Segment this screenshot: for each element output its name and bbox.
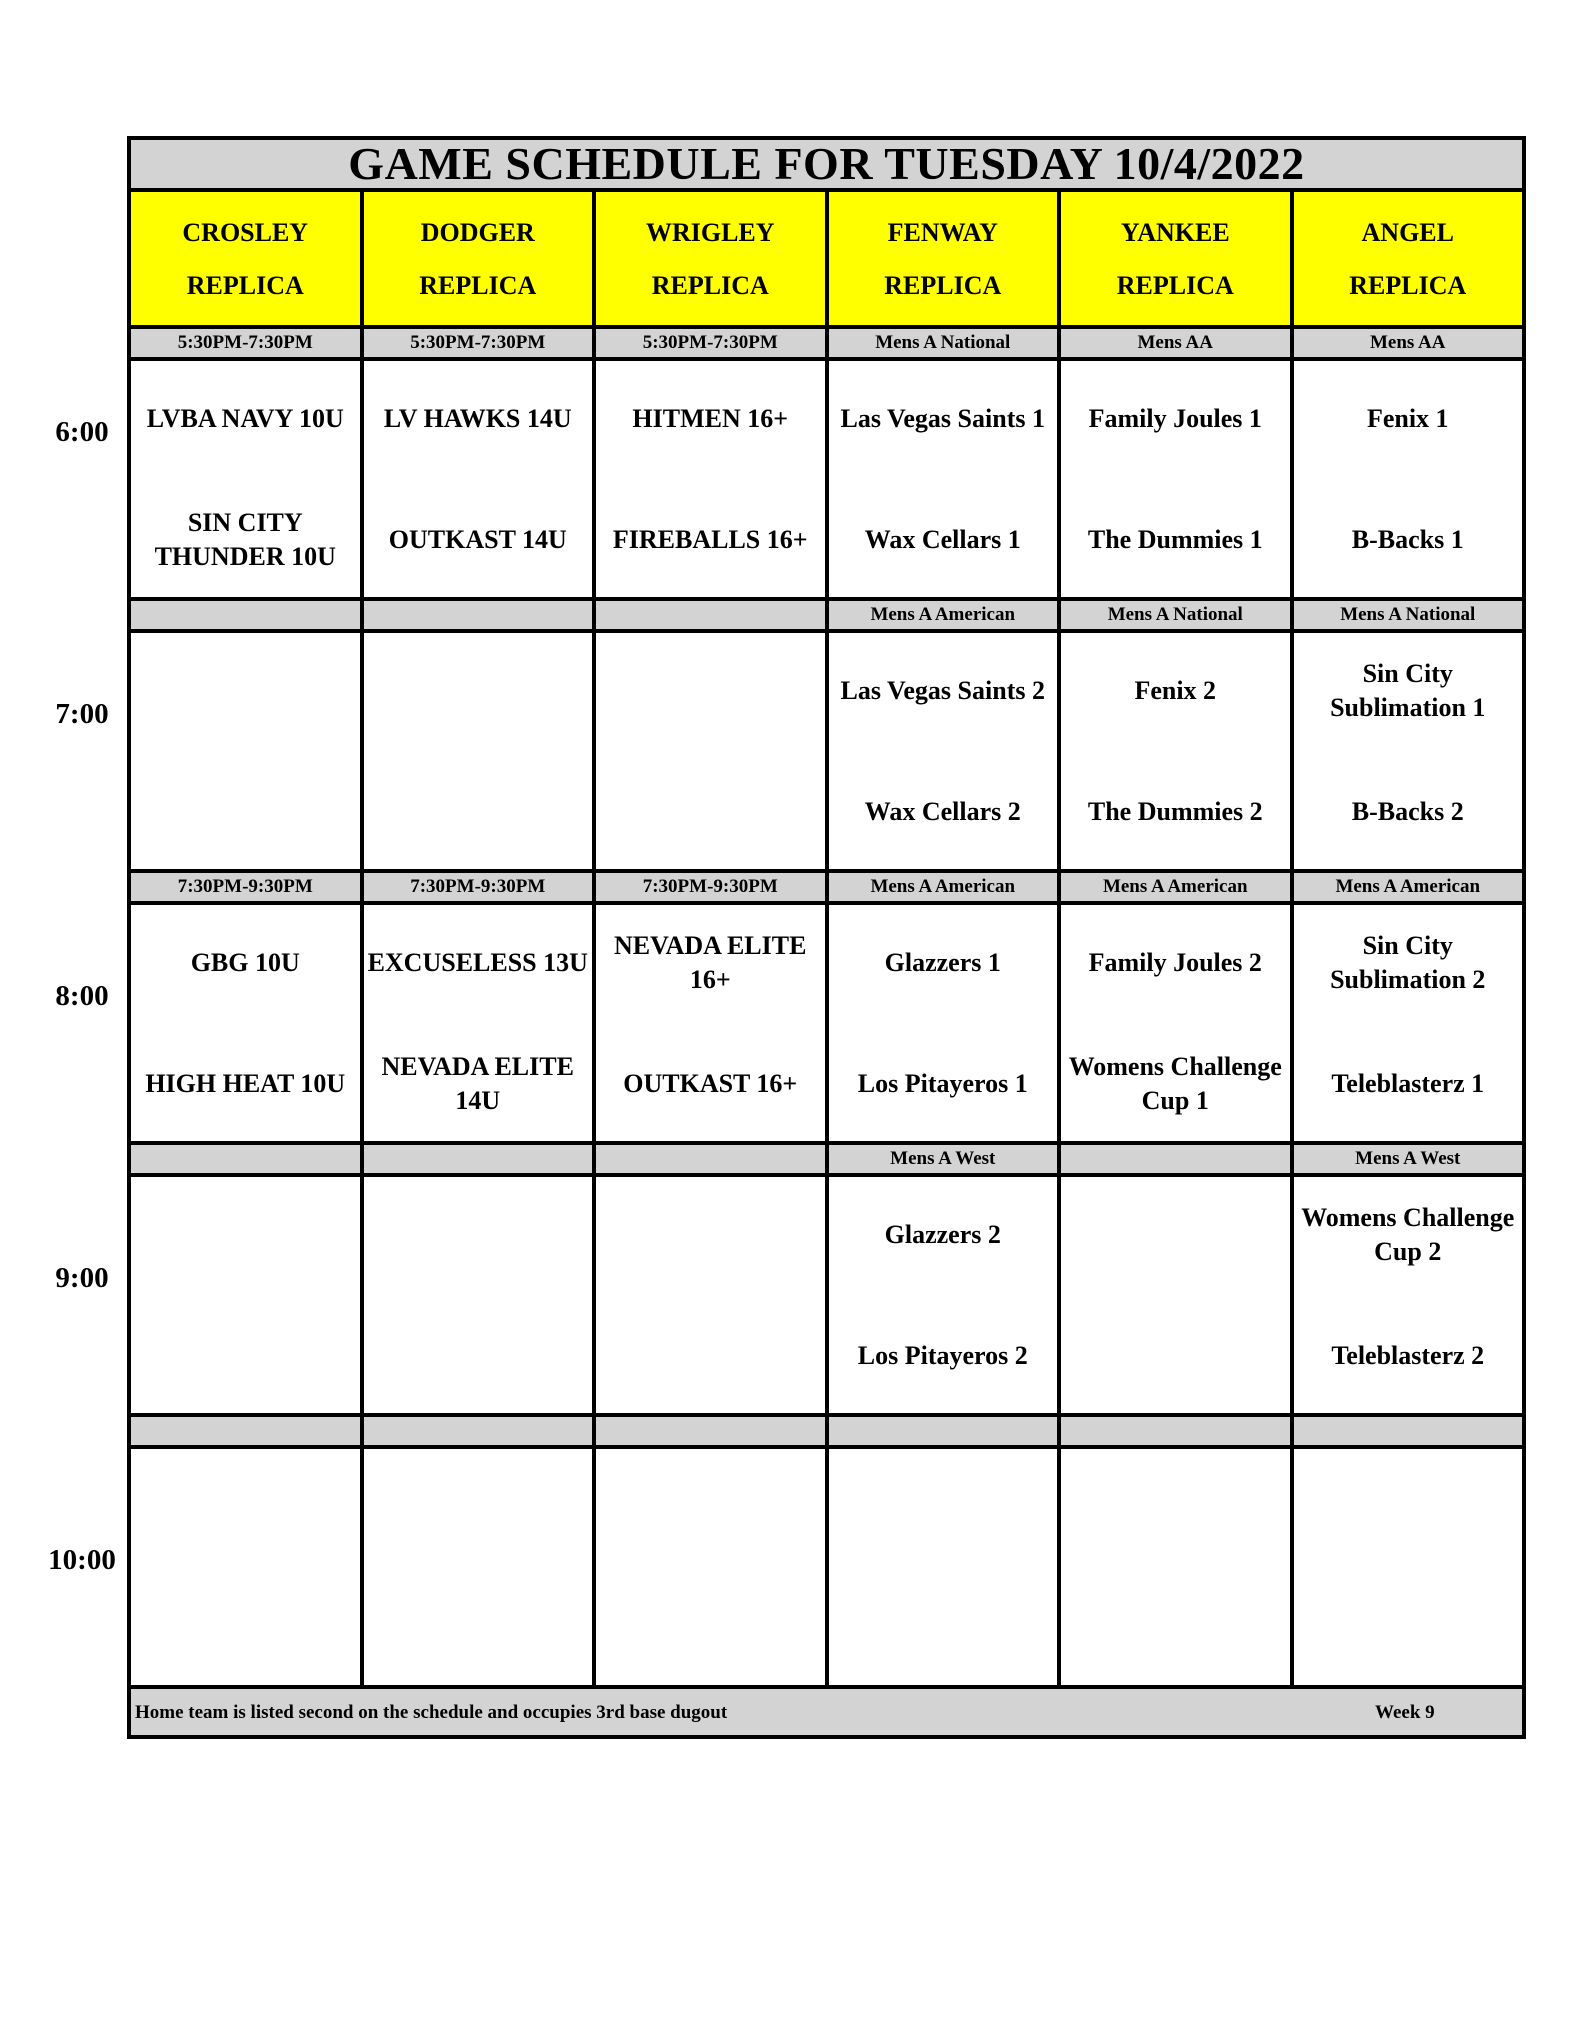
- field-name: CROSLEY: [182, 217, 309, 247]
- game-cell: [594, 631, 827, 871]
- game-cell: [827, 1447, 1060, 1687]
- away-team: Las Vegas Saints 1: [840, 404, 1045, 433]
- division-label: [594, 599, 827, 631]
- field-sub: REPLICA: [884, 270, 1002, 300]
- away-team: Fenix 1: [1366, 404, 1449, 433]
- game-row: [129, 1447, 1524, 1687]
- division-label: [129, 599, 362, 631]
- game-cell: [362, 1447, 595, 1687]
- time-label-10: 10:00: [48, 1544, 116, 1576]
- home-team: [1296, 1590, 1521, 1666]
- game-cell: [362, 359, 595, 599]
- home-team: [366, 1590, 591, 1666]
- field-name: ANGEL: [1361, 217, 1454, 247]
- division-label: [362, 599, 595, 631]
- field-name: FENWAY: [887, 217, 998, 247]
- schedule-table: [127, 136, 1526, 1739]
- home-team: SIN CITY THUNDER 10U: [154, 508, 336, 571]
- game-cell: [1292, 1447, 1525, 1687]
- division-label: Mens A West: [827, 1143, 1060, 1175]
- game-cell: [1059, 903, 1292, 1143]
- game-cell: [1059, 631, 1292, 871]
- away-team: EXCUSELESS 13U: [367, 948, 588, 977]
- home-team: Wax Cellars 1: [864, 525, 1021, 554]
- away-team: [831, 1469, 1056, 1545]
- game-cell: [594, 903, 827, 1143]
- away-team: [366, 1469, 591, 1545]
- division-label: [1059, 1143, 1292, 1175]
- home-team: [598, 1318, 823, 1394]
- home-team: NEVADA ELITE 14U: [381, 1052, 574, 1115]
- division-row: [129, 1415, 1524, 1447]
- division-label: [1292, 1415, 1525, 1447]
- game-cell: [1059, 1175, 1292, 1415]
- game-cell: [594, 1447, 827, 1687]
- division-label: [1059, 1415, 1292, 1447]
- division-label: Mens AA: [1292, 327, 1525, 359]
- division-label: [129, 1143, 362, 1175]
- division-label: 5:30PM-7:30PM: [594, 327, 827, 359]
- division-row: [129, 1143, 1524, 1175]
- game-cell: [594, 1175, 827, 1415]
- time-label-9: 9:00: [55, 1262, 109, 1294]
- division-label: Mens A National: [827, 327, 1060, 359]
- home-team: Teleblasterz 1: [1331, 1069, 1485, 1098]
- away-team: Family Joules 1: [1088, 404, 1262, 433]
- away-team: [598, 1469, 823, 1545]
- game-cell: [827, 359, 1060, 599]
- away-team: HITMEN 16+: [632, 404, 789, 433]
- field-sub: REPLICA: [651, 270, 769, 300]
- division-label: 5:30PM-7:30PM: [362, 327, 595, 359]
- home-team: Los Pitayeros 1: [857, 1069, 1028, 1098]
- home-team: [598, 774, 823, 850]
- game-cell: [129, 903, 362, 1143]
- division-label: Mens AA: [1059, 327, 1292, 359]
- division-row: [129, 327, 1524, 359]
- title-row: [129, 138, 1524, 190]
- time-label-8: 8:00: [55, 980, 109, 1012]
- game-cell: [594, 359, 827, 599]
- game-cell: [827, 1175, 1060, 1415]
- field-header-wrigley: [594, 190, 827, 327]
- division-label: [362, 1415, 595, 1447]
- division-label: 7:30PM-9:30PM: [362, 871, 595, 903]
- division-label: 7:30PM-9:30PM: [129, 871, 362, 903]
- away-team: [133, 1469, 358, 1545]
- division-label: [827, 1415, 1060, 1447]
- division-label: [594, 1415, 827, 1447]
- home-team: [133, 1590, 358, 1666]
- field-header-angel: [1292, 190, 1525, 327]
- division-label: Mens A National: [1059, 599, 1292, 631]
- away-team: Fenix 2: [1134, 676, 1217, 705]
- home-team: B-Backs 2: [1351, 797, 1464, 826]
- field-name: WRIGLEY: [645, 217, 775, 247]
- home-team: The Dummies 2: [1087, 797, 1263, 826]
- field-sub: REPLICA: [1349, 270, 1467, 300]
- home-team: HIGH HEAT 10U: [145, 1069, 346, 1098]
- game-cell: [1292, 1175, 1525, 1415]
- game-cell: [1059, 359, 1292, 599]
- week-label: Week 9: [1375, 1702, 1435, 1723]
- field-header-row: [129, 190, 1524, 327]
- schedule-title: GAME SCHEDULE FOR TUESDAY 10/4/2022: [129, 138, 1524, 190]
- away-team: [1063, 1469, 1288, 1545]
- division-label: 5:30PM-7:30PM: [129, 327, 362, 359]
- away-team: Glazzers 2: [884, 1220, 1001, 1249]
- home-team: [366, 1318, 591, 1394]
- away-team: [133, 1197, 358, 1273]
- home-team: [1063, 1318, 1288, 1394]
- home-team: [366, 774, 591, 850]
- field-header-crosley: [129, 190, 362, 327]
- game-cell: [362, 903, 595, 1143]
- away-team: Family Joules 2: [1088, 948, 1262, 977]
- game-cell: [827, 631, 1060, 871]
- time-label-6: 6:00: [55, 416, 109, 448]
- away-team: Sin City Sublimation 2: [1330, 931, 1486, 994]
- home-team: [598, 1590, 823, 1666]
- home-team: FIREBALLS 16+: [612, 525, 808, 554]
- division-label: Mens A American: [827, 599, 1060, 631]
- away-team: NEVADA ELITE 16+: [614, 931, 807, 994]
- division-label: [362, 1143, 595, 1175]
- game-cell: [1292, 631, 1525, 871]
- away-team: [366, 1197, 591, 1273]
- home-team: Teleblasterz 2: [1331, 1341, 1485, 1370]
- home-team: OUTKAST 14U: [388, 525, 567, 554]
- game-cell: [362, 631, 595, 871]
- home-team: The Dummies 1: [1087, 525, 1263, 554]
- home-team: [1063, 1590, 1288, 1666]
- game-cell: [129, 359, 362, 599]
- game-cell: [1292, 359, 1525, 599]
- time-label-7: 7:00: [55, 698, 109, 730]
- field-name: DODGER: [420, 217, 535, 247]
- home-team: OUTKAST 16+: [623, 1069, 798, 1098]
- away-team: [598, 653, 823, 729]
- away-team: LV HAWKS 14U: [383, 404, 572, 433]
- away-team: Glazzers 1: [884, 948, 1001, 977]
- home-team: [831, 1590, 1056, 1666]
- game-cell: [129, 631, 362, 871]
- division-label: Mens A National: [1292, 599, 1525, 631]
- field-sub: REPLICA: [419, 270, 537, 300]
- away-team: Womens Challenge Cup 2: [1301, 1203, 1515, 1266]
- field-header-dodger: [362, 190, 595, 327]
- away-team: Sin City Sublimation 1: [1330, 659, 1486, 722]
- home-team: Womens Challenge Cup 1: [1068, 1052, 1282, 1115]
- game-row: [129, 903, 1524, 1143]
- home-team: [133, 1318, 358, 1394]
- game-cell: [1292, 903, 1525, 1143]
- field-header-yankee: [1059, 190, 1292, 327]
- division-label: 7:30PM-9:30PM: [594, 871, 827, 903]
- home-team-note: Home team is listed second on the schedule and occupies 3rd base dugout: [135, 1702, 728, 1723]
- division-label: Mens A American: [1292, 871, 1525, 903]
- away-team: GBG 10U: [190, 948, 300, 977]
- division-label: Mens A American: [1059, 871, 1292, 903]
- division-label: Mens A American: [827, 871, 1060, 903]
- away-team: [133, 653, 358, 729]
- footer: [129, 1687, 1524, 1737]
- away-team: LVBA NAVY 10U: [146, 404, 344, 433]
- game-cell: [362, 1175, 595, 1415]
- division-label: [129, 1415, 362, 1447]
- away-team: [366, 653, 591, 729]
- field-sub: REPLICA: [186, 270, 304, 300]
- game-row: [129, 359, 1524, 599]
- game-row: [129, 631, 1524, 871]
- field-header-fenway: [827, 190, 1060, 327]
- division-row: [129, 599, 1524, 631]
- game-row: [129, 1175, 1524, 1415]
- away-team: Las Vegas Saints 2: [840, 676, 1045, 705]
- home-team: Los Pitayeros 2: [857, 1341, 1028, 1370]
- game-cell: [129, 1447, 362, 1687]
- division-row: [129, 871, 1524, 903]
- home-team: [133, 774, 358, 850]
- footer-row: [129, 1687, 1524, 1737]
- away-team: [598, 1197, 823, 1273]
- field-sub: REPLICA: [1116, 270, 1234, 300]
- away-team: [1063, 1197, 1288, 1273]
- game-cell: [129, 1175, 362, 1415]
- home-team: B-Backs 1: [1351, 525, 1464, 554]
- home-team: Wax Cellars 2: [864, 797, 1021, 826]
- game-cell: [1059, 1447, 1292, 1687]
- division-label: Mens A West: [1292, 1143, 1525, 1175]
- division-label: [594, 1143, 827, 1175]
- game-cell: [827, 903, 1060, 1143]
- away-team: [1296, 1469, 1521, 1545]
- field-name: YANKEE: [1120, 217, 1230, 247]
